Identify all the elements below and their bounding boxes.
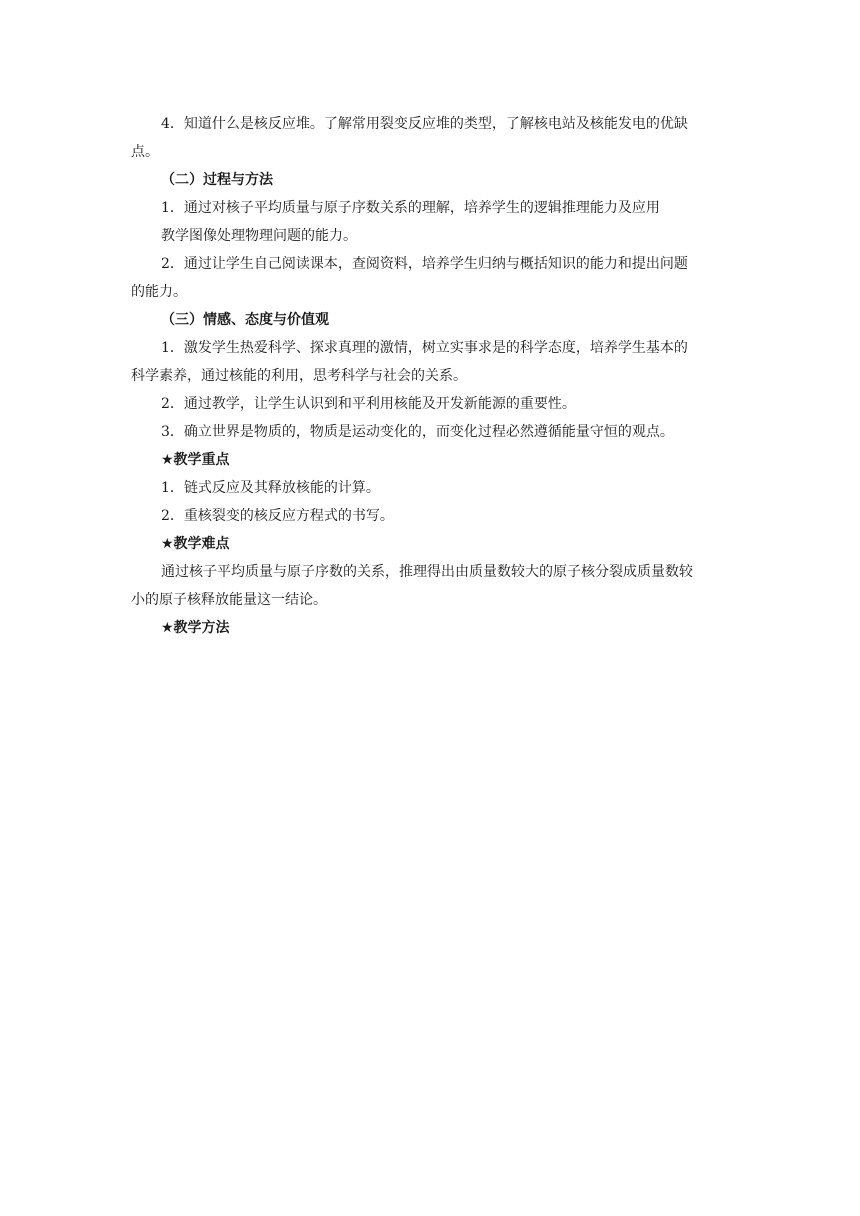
document-page bbox=[131, 110, 735, 642]
section-heading-emotion-values: （三）情感、态度与价值观 bbox=[161, 312, 329, 328]
emotion-item-3: 3．确立世界是物质的，物质是运动变化的，而变化过程必然遵循能量守恒的观点。 bbox=[161, 424, 674, 440]
difficulty-line-1: 通过核子平均质量与原子序数的关系，推理得出由质量数较大的原子核分裂成质量数较 bbox=[161, 564, 693, 580]
process-item-1-line-2: 教学图像处理物理问题的能力。 bbox=[161, 228, 357, 244]
objective-4-line-2: 点。 bbox=[131, 144, 159, 160]
emotion-item-2: 2．通过教学，让学生认识到和平利用核能及开发新能源的重要性。 bbox=[161, 396, 576, 412]
section-heading-process-method: （二）过程与方法 bbox=[161, 172, 273, 188]
key-point-1: 1．链式反应及其释放核能的计算。 bbox=[161, 480, 380, 496]
section-heading-key-points: ★教学重点 bbox=[161, 452, 230, 468]
objective-4-line-1: 4．知道什么是核反应堆。了解常用裂变反应堆的类型，了解核电站及核能发电的优缺 bbox=[161, 116, 688, 132]
key-point-2: 2．重核裂变的核反应方程式的书写。 bbox=[161, 508, 394, 524]
process-item-2-line-1: 2．通过让学生自己阅读课本，查阅资料，培养学生归纳与概括知识的能力和提出问题 bbox=[161, 256, 688, 272]
section-heading-difficulties: ★教学难点 bbox=[161, 536, 230, 552]
process-item-2-line-2: 的能力。 bbox=[131, 284, 187, 300]
process-item-1-line-1: 1．通过对核子平均质量与原子序数关系的理解，培养学生的逻辑推理能力及应用 bbox=[161, 200, 660, 216]
emotion-item-1-line-1: 1．激发学生热爱科学、探求真理的激情，树立实事求是的科学态度，培养学生基本的 bbox=[161, 340, 688, 356]
emotion-item-1-line-2: 科学素养，通过核能的利用，思考科学与社会的关系。 bbox=[131, 368, 467, 384]
section-heading-teaching-method: ★教学方法 bbox=[161, 620, 230, 636]
difficulty-line-2: 小的原子核释放能量这一结论。 bbox=[131, 592, 327, 608]
